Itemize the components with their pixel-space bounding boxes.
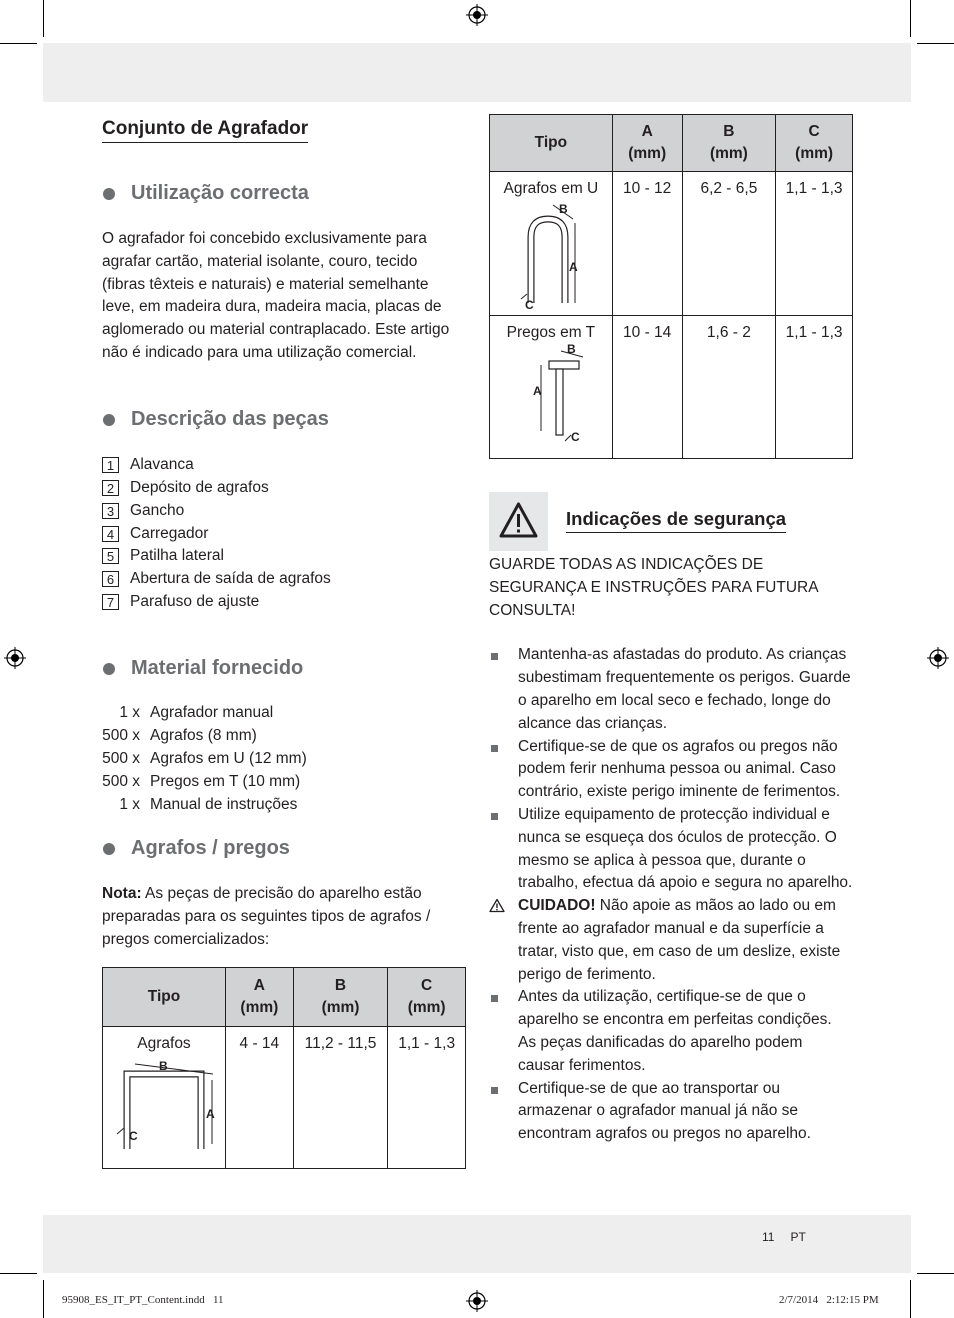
staple-diagram-icon	[109, 1056, 219, 1156]
list-item	[102, 591, 458, 614]
part-label: Carregador	[130, 524, 209, 542]
list-item: Certifique-se de que os agrafos ou pregos não podem ferir nenhuma pessoa ou animal. Caso contrário, existe perigo iminente de ferimentos.	[489, 736, 853, 804]
list-item	[102, 702, 458, 725]
crop-mark	[43, 0, 44, 37]
print-date: 2/7/2014 2:12:15 PM	[779, 1294, 879, 1306]
part-label: Parafuso de ajuste	[130, 592, 260, 610]
u-t-spec-table	[489, 114, 853, 459]
part-number: 4	[102, 526, 119, 542]
caution-text: Não apoie as mãos ao lado ou em frente ao agrafador manual e da superfície a tratar, visto que, em caso de um deslize, existe perigo de ferimento.	[518, 897, 841, 983]
t-nail-diagram-icon	[511, 343, 591, 443]
table-cell-b: 11,2 - 11,5	[293, 1027, 388, 1169]
table-cell-a: 10 - 14	[612, 316, 682, 459]
part-label: Patilha lateral	[130, 547, 224, 565]
caution-item	[489, 895, 853, 986]
list-item	[102, 454, 458, 477]
supply-qty: 1 x	[119, 795, 140, 813]
crop-mark	[910, 0, 911, 37]
u-staple-diagram-icon	[511, 199, 591, 309]
note-text: As peças de precisão do aparelho estão preparadas para os seguintes tipos de agrafos / pregos comercializados:	[102, 885, 431, 948]
registration-mark-icon	[466, 1290, 488, 1312]
caution-triangle-icon	[489, 898, 505, 913]
supply-label: Agrafos em U (12 mm)	[150, 749, 307, 767]
list-item	[102, 522, 458, 545]
supply-label: Pregos em T (10 mm)	[150, 772, 301, 790]
supply-label: Manual de instruções	[150, 795, 298, 813]
table-cell-type: Agrafos B A C	[103, 1027, 226, 1169]
table-header-cell: A (mm)	[612, 115, 682, 172]
list-item	[102, 545, 458, 568]
table-header-cell: B (mm)	[293, 968, 388, 1027]
part-number: 5	[102, 548, 119, 564]
section-heading-parts: Descrição das peças	[102, 408, 458, 431]
part-label: Depósito de agrafos	[130, 478, 269, 496]
section-heading-staples: Agrafos / pregos	[102, 837, 458, 860]
table-header-cell: Tipo	[490, 115, 613, 172]
registration-mark-icon	[4, 647, 26, 669]
warning-triangle-icon	[489, 492, 548, 551]
part-number: 3	[102, 503, 119, 519]
part-number: 1	[102, 457, 119, 473]
safety-intro: GUARDE TODAS AS INDICAÇÕES DE SEGURANÇA E INSTRUÇÕES PARA FUTURA CONSULTA!	[489, 556, 818, 619]
supply-qty: 500 x	[102, 749, 140, 767]
supply-qty: 500 x	[102, 727, 140, 745]
page-title: Conjunto de Agrafador	[102, 118, 308, 143]
supply-label: Agrafador manual	[150, 704, 274, 722]
registration-mark-icon	[927, 647, 949, 669]
usage-paragraph: O agrafador foi concebido exclusivamente para agrafar cartão, material isolante, couro, tecido (fibras têxteis e naturais) e material semelhante leve, em madeira dura, madeira macia, placas de aglomerado ou material contraplacado. Este artigo não é indicado para uma utilização comercial.	[102, 230, 450, 361]
crop-mark	[910, 1280, 911, 1318]
file-name: 95908_ES_IT_PT_Content.indd 11	[62, 1294, 224, 1306]
part-number: 7	[102, 594, 119, 610]
table-header-cell: C (mm)	[776, 115, 853, 172]
part-number: 2	[102, 480, 119, 496]
bullet-square-icon	[491, 745, 498, 752]
supply-qty: 1 x	[119, 704, 140, 722]
staples-spec-table	[102, 967, 466, 1169]
list-item	[102, 748, 458, 771]
list-item	[102, 477, 458, 500]
table-row	[103, 1027, 466, 1169]
crop-mark	[43, 1280, 44, 1318]
crop-mark	[0, 1273, 37, 1274]
table-header-row	[103, 968, 466, 1027]
note-label: Nota:	[102, 885, 142, 903]
list-item: Antes da utilização, certifique-se de que o aparelho se encontra em perfeitas condições. As peças danificadas do aparelho podem causar ferimentos.	[489, 986, 853, 1077]
bullet-square-icon	[491, 1087, 498, 1094]
crop-mark	[917, 1273, 954, 1274]
supply-list	[102, 702, 458, 816]
svg-text:B: B	[158, 1059, 168, 1073]
list-item	[102, 568, 458, 591]
caution-label: CUIDADO!	[518, 897, 596, 915]
table-header-cell: A (mm)	[225, 968, 293, 1027]
table-cell-b: 1,6 - 2	[682, 316, 776, 459]
table-cell-a: 4 - 14	[225, 1027, 293, 1169]
svg-text:C: C	[524, 298, 534, 309]
bullet-square-icon	[491, 995, 498, 1002]
svg-text:A: A	[568, 260, 578, 274]
table-row	[490, 316, 853, 459]
table-header-cell: Tipo	[103, 968, 226, 1027]
part-label: Abertura de saída de agrafos	[130, 570, 331, 588]
table-cell-b: 6,2 - 6,5	[682, 172, 776, 316]
bullet-square-icon	[491, 813, 498, 820]
list-item: Certifique-se de que ao transportar ou armazenar o agrafador manual já não se encontram agrafos ou pregos no aparelho.	[489, 1078, 853, 1146]
table-row	[490, 172, 853, 316]
part-label: Gancho	[130, 501, 185, 519]
table-cell-c: 1,1 - 1,3	[776, 316, 853, 459]
safety-heading: Indicações de segurança	[566, 508, 786, 533]
parts-list	[102, 454, 458, 614]
list-item	[102, 771, 458, 794]
crop-mark	[0, 43, 37, 44]
footer-band	[43, 1215, 911, 1273]
svg-text:B: B	[566, 343, 576, 356]
svg-text:A: A	[205, 1107, 215, 1121]
svg-text:B: B	[558, 202, 568, 216]
crop-mark	[917, 43, 954, 44]
registration-mark-icon	[466, 4, 488, 26]
table-cell-type: Pregos em T B A C	[490, 316, 613, 459]
left-column	[102, 118, 458, 952]
safety-list	[489, 644, 853, 1146]
list-item	[102, 499, 458, 522]
section-heading-usage: Utilização correcta	[102, 182, 458, 205]
list-item	[102, 794, 458, 817]
list-item: Mantenha-as afastadas do produto. As crianças subestimam frequentemente os perigos. Guarde o aparelho em local seco e fechado, longe do alcance das crianças.	[489, 644, 853, 735]
svg-text:C: C	[570, 430, 580, 443]
table-header-row	[490, 115, 853, 172]
table-cell-a: 10 - 12	[612, 172, 682, 316]
part-label: Alavanca	[130, 456, 194, 474]
svg-text:C: C	[128, 1129, 138, 1143]
supply-qty: 500 x	[102, 772, 140, 790]
table-header-cell: B (mm)	[682, 115, 776, 172]
supply-label: Agrafos (8 mm)	[150, 727, 257, 745]
bullet-square-icon	[491, 653, 498, 660]
list-item: Utilize equipamento de protecção individual e nunca se esqueça dos óculos de protecção. O mesmo se aplica à pessoa que, durante o trabalho, efectua dá apoio e segura no aparelho.	[489, 804, 853, 895]
part-number: 6	[102, 571, 119, 587]
list-item	[102, 725, 458, 748]
table-cell-c: 1,1 - 1,3	[388, 1027, 466, 1169]
table-cell-c: 1,1 - 1,3	[776, 172, 853, 316]
header-band	[43, 43, 911, 102]
table-cell-type: Agrafos em U B A C	[490, 172, 613, 316]
warning-icon-box	[489, 492, 548, 551]
table-header-cell: C (mm)	[388, 968, 466, 1027]
section-heading-supply: Material fornecido	[102, 657, 458, 680]
note-paragraph	[102, 883, 458, 951]
svg-text:A: A	[532, 384, 542, 398]
page-number: 11 PT	[762, 1230, 806, 1244]
